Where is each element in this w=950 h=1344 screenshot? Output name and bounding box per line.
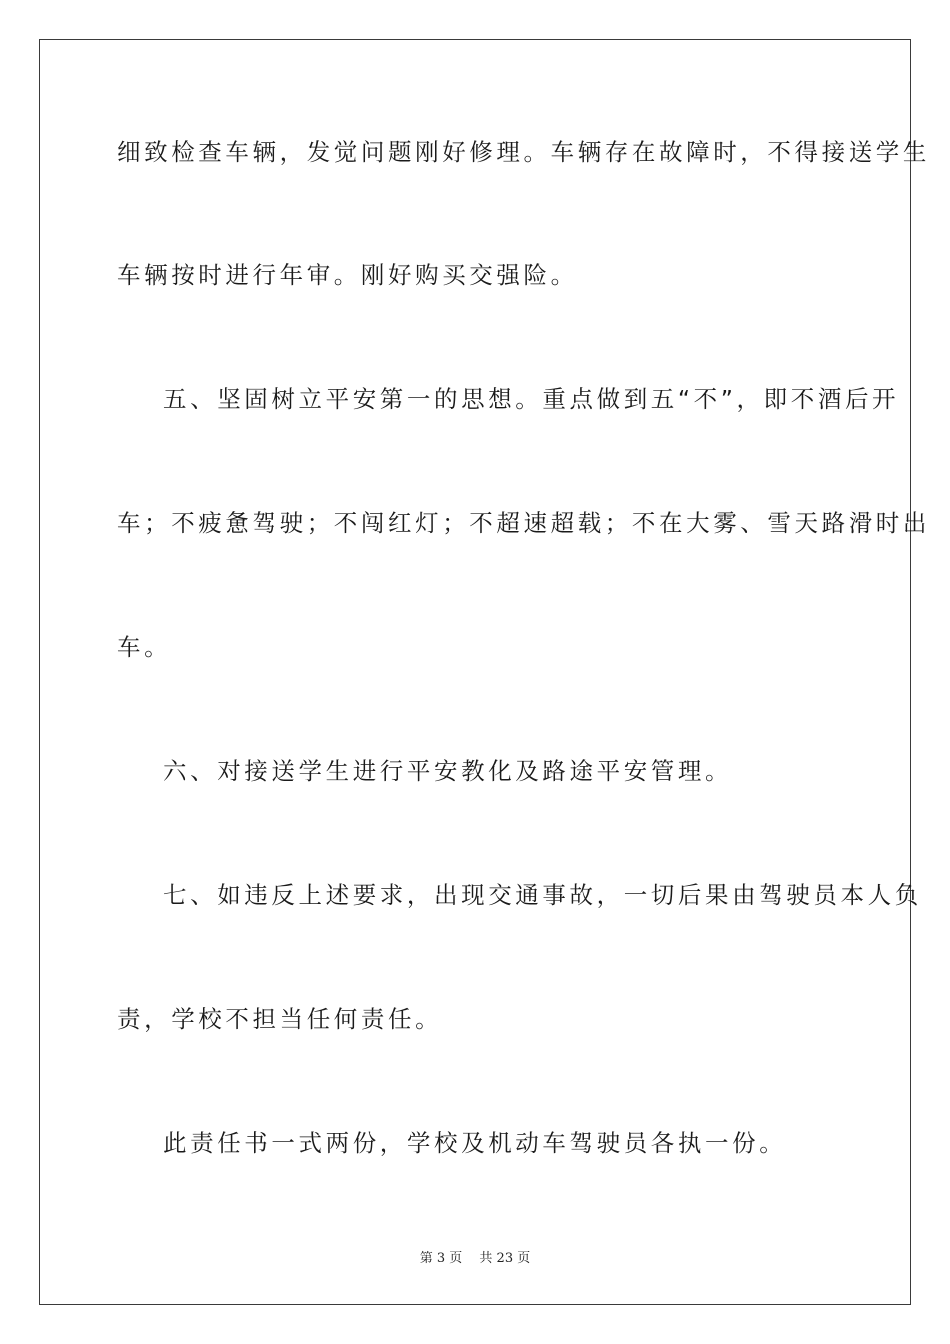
paragraph-seven-line-1: 七、如违反上述要求，出现交通事故，一切后果由驾驶员本人负 <box>163 881 922 909</box>
closing-paragraph: 此责任书一式两份，学校及机动车驾驶员各执一份。 <box>163 1129 787 1157</box>
page-border <box>39 39 911 1305</box>
paragraph-five-line-1: 五、坚固树立平安第一的思想。重点做到五“不”，即不酒后开 <box>163 385 900 413</box>
paragraph-five-line-2: 车；不疲惫驾驶；不闯红灯；不超速超载；不在大雾、雪天路滑时出 <box>117 509 930 537</box>
paragraph-five-line-3: 车。 <box>117 633 172 661</box>
paragraph-seven-line-2: 责，学校不担当任何责任。 <box>117 1005 443 1033</box>
page-number-footer: 第 3 页 共 23 页 <box>419 1251 531 1266</box>
body-line-1: 细致检查车辆，发觉问题刚好修理。车辆存在故障时，不得接送学生 <box>117 138 930 166</box>
paragraph-six: 六、对接送学生进行平安教化及路途平安管理。 <box>163 757 733 785</box>
body-line-2: 车辆按时进行年审。刚好购买交强险。 <box>117 261 578 289</box>
